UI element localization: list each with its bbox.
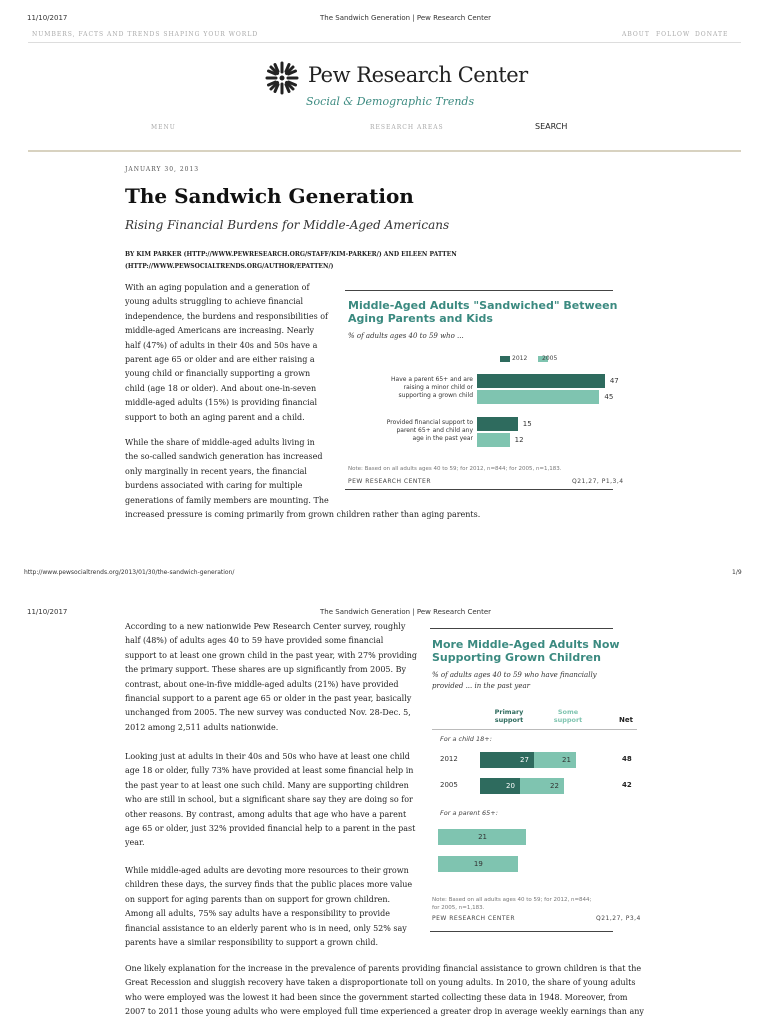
chart2-header-rule [432, 729, 637, 730]
chart2-net-2012: 48 [622, 755, 632, 763]
section-title[interactable]: Social & Demographic Trends [306, 95, 475, 108]
chart1-bar-2012-1 [477, 417, 518, 431]
paragraph-6: One likely explanation for the increase in the prevalence of parents providing financial assistance to grown children is that the Great Recession and sluggish recovery have taken a disproportionate toll on young adults. In 2010, the share of young adults who were employed was the lowest it had been since the government started collecting these data in 1948. Moreover, from 2007 to 2011 those young adults who were employed full time experienced a greater drop in average weekly earnings than any [125, 964, 644, 1017]
follow-link[interactable]: FOLLOW [656, 31, 691, 38]
chart1-value-2005-1: 12 [514, 436, 524, 444]
chart1-top-rule [345, 290, 613, 291]
chart1-subtitle: % of adults ages 40 to 59 who ... [348, 332, 464, 340]
chart2-net-2005: 42 [622, 781, 632, 789]
legend-some: Some support [553, 708, 583, 724]
chart2-bottom-rule [430, 931, 613, 932]
chart1-bottom-rule [345, 489, 613, 490]
chart2-subtitle: % of adults ages 40 to 59 who have financially provided ... in the past year [432, 671, 597, 690]
pew-logo-icon[interactable] [264, 60, 300, 96]
chart1-ref: Q21,27, P1,3,4 [572, 478, 624, 485]
byline-link[interactable]: (HTTP://WWW.PEWSOCIALTRENDS.ORG/AUTHOR/EPATTEN/) [125, 263, 334, 270]
group-parent-label: For a parent 65+: [440, 809, 498, 817]
chart2-source: PEW RESEARCH CENTER [432, 915, 515, 922]
byline[interactable]: BY KIM PARKER (HTTP://WWW.PEWRESEARCH.ORG/STAFF/KIM-PARKER/) AND EILEEN PATTEN [125, 251, 457, 258]
menu-button[interactable]: MENU [151, 124, 176, 131]
chart1-title: Middle-Aged Adults "Sandwiched" Between Aging Parents and Kids [348, 299, 618, 325]
legend-primary: Primary support [494, 708, 524, 724]
chart2-title: More Middle-Aged Adults Now Supporting Grown Children [432, 638, 620, 664]
research-areas-button[interactable]: RESEARCH AREAS [370, 124, 444, 131]
chart1-value-2005-0: 45 [604, 393, 614, 401]
chart1-value-2012-1: 15 [522, 420, 532, 428]
article-subtitle: Rising Financial Burdens for Middle-Aged Americans [125, 218, 450, 232]
site-tagline: NUMBERS, FACTS AND TRENDS SHAPING YOUR WORLD [32, 31, 259, 38]
chart2-value-parent-2012: 21 [478, 833, 488, 841]
chart2-value-parent-2005: 19 [473, 860, 483, 868]
chart1-value-2012-0: 47 [609, 377, 619, 385]
paragraph-2: While the share of middle-aged adults living in the so-called sandwich generation has increased only marginally in recent years, the financial burdens associated with caring for multiple generations of family members are mounting. The increased pressure is coming primarily from grown children rather than aging parents. [125, 438, 481, 520]
paragraph-5: While middle-aged adults are devoting more resources to their grown children these days, the survey finds that the public places more value on support for aging parents than on support for grown children. Among all adults, 75% say adults have a responsibility to provide financial assistance to an elderly parent who is in need, only 52% say parents have a similar responsibility to support a grown child. [125, 866, 413, 948]
print-title: The Sandwich Generation | Pew Research Center [320, 14, 492, 22]
article-title: The Sandwich Generation [125, 184, 414, 208]
chart2-top-rule [430, 628, 613, 629]
chart1-bar-2012-0 [477, 374, 605, 388]
chart1-bar-2005-0 [477, 390, 599, 404]
chart2-value-primary-2012: 27 [520, 756, 529, 764]
print-date: 11/10/2017 [27, 14, 68, 22]
chart2-year-child-2005: 2005 [440, 781, 458, 789]
search-button[interactable]: SEARCH [535, 122, 568, 131]
logo-text[interactable]: Pew Research Center [308, 63, 528, 87]
net-header: Net [619, 716, 633, 724]
paragraph-4: Looking just at adults in their 40s and 50s who have at least one child age 18 or older, fully 73% have provided at least some financial help in the past year to at least one such child. Many are supporting children who are still in school, but a significant share say they are doing so for other reasons. By contrast, among adults that age who have a parent age 65 or older, just 32% provided financial help to a parent in the past year. [125, 752, 416, 848]
print-footer-url: http://www.pewsocialtrends.org/2013/01/30/the-sandwich-generation/ [24, 569, 235, 576]
chart2-value-primary-2005: 20 [506, 782, 515, 790]
header-rule [28, 42, 741, 43]
chart1-source: PEW RESEARCH CENTER [348, 478, 431, 485]
chart1-bar-2005-1 [477, 433, 510, 447]
print-title-2: The Sandwich Generation | Pew Research Center [320, 608, 492, 616]
paragraph-1: With an aging population and a generation of young adults struggling to achieve financial independence, the burdens and responsibilities of middle-aged Americans are increasing. Nearly half (47%) of adults in their 40s and 50s have a parent age 65 or older and are either raising a young child or financially supporting a grown child (age 18 or older). And about one-in-seven middle-aged adults (15%) is providing financial support to both an aging parent and a child. [125, 283, 329, 422]
chart1-category-2: Provided financial support to parent 65+ and child any age in the past year [386, 419, 473, 442]
chart2-note: Note: Based on all adults ages 40 to 59; for 2012, n=844; for 2005, n=1,183. [432, 897, 592, 911]
chart2-year-child-2012: 2012 [440, 755, 458, 763]
print-date-2: 11/10/2017 [27, 608, 68, 616]
chart2-value-some-2012: 21 [562, 756, 571, 764]
group-child-label: For a child 18+: [440, 735, 492, 743]
chart2-ref: Q21,27, P3,4 [596, 915, 641, 922]
chart1-category-1: Have a parent 65+ and are raising a minor child or supporting a grown child [391, 376, 473, 399]
legend-2005-label: 2005 [542, 355, 558, 362]
chart1-note: Note: Based on all adults ages 40 to 59; for 2012, n=844; for 2005, n=1,183. [348, 466, 562, 472]
paragraph-3: According to a new nationwide Pew Research Center survey, roughly half (48%) of adults ages 40 to 59 have provided some financial support to at least one grown child in the past year, with 27% providing the primary support. These shares are up significantly from 2005. By contrast, about one-in-five middle-aged adults (21%) have provided financial support to a parent age 65 or older in the past year, basically unchanged from 2005. The new survey was conducted Nov. 28-Dec. 5, 2012 among 2,511 adults nationwide. [125, 622, 418, 732]
print-footer-page: 1/9 [732, 569, 742, 576]
about-link[interactable]: ABOUT [622, 31, 650, 38]
legend-2012-swatch [500, 356, 510, 362]
legend-2012-label: 2012 [512, 355, 528, 362]
nav-rule [28, 150, 741, 152]
article-date: JANUARY 30, 2013 [125, 166, 200, 173]
chart2-value-some-2005: 22 [550, 782, 559, 790]
donate-link[interactable]: DONATE [695, 31, 729, 38]
